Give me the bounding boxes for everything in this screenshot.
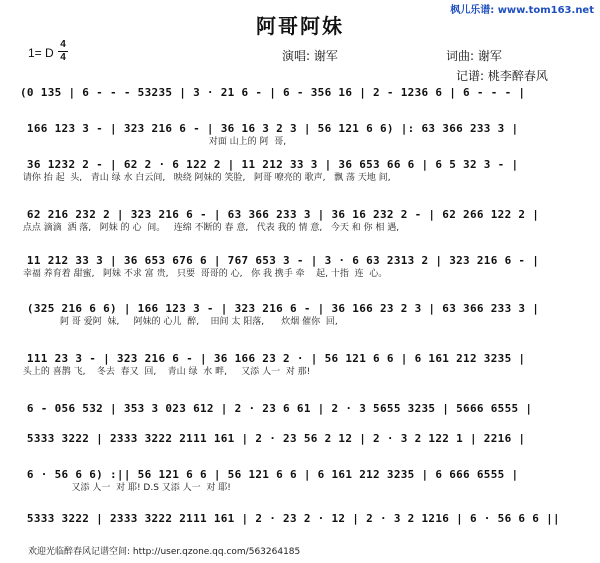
score-row xyxy=(20,352,592,378)
lyricist-credit: 词曲: 谢军 xyxy=(446,49,502,63)
lyrics-line xyxy=(20,100,592,112)
score-row xyxy=(20,468,592,494)
footer-link[interactable]: 欢迎光临醉春风记谱空间: http://user.qzone.qq.com/563264185 xyxy=(28,547,301,557)
score-row xyxy=(20,512,592,526)
notation-line: 6 · 56 6 6) :|| 56 121 6 6 | 56 121 6 6 | 6 161 212 3235 | 6 666 6555 | xyxy=(20,468,519,481)
score-row xyxy=(20,402,592,416)
notation-line: 111 23 3 - | 323 216 6 - | 36 166 23 2 · | 56 121 6 6 | 6 161 212 3235 | xyxy=(20,352,526,365)
lyrics-line: 点点 滴滴 洒 落, 阿妹 的 心 间。 连绵 不断的 春 意, 代表 我的 情 意, 今天 和 你 相 遇, xyxy=(20,223,400,233)
score-row xyxy=(20,158,592,184)
score-row xyxy=(20,122,592,148)
notation-line: 11 212 33 3 | 36 653 676 6 | 767 653 3 - | 3 · 6 63 2313 2 | 323 216 6 - | xyxy=(20,254,540,267)
notation-line: 5333 3222 | 2333 3222 2111 161 | 2 · 23 56 2 12 | 2 · 3 2 122 1 | 2216 | xyxy=(20,432,526,445)
song-title: 阿哥阿妹 xyxy=(256,14,344,38)
meter-top: 4 xyxy=(60,39,66,50)
notation-line: 5333 3222 | 2333 3222 2111 161 | 2 · 23 2 · 12 | 2 · 3 2 1216 | 6 · 56 6 6 || xyxy=(20,512,560,525)
notation-line: (0 135 | 6 - - - 53235 | 3 · 21 6 - | 6 - 356 16 | 2 - 1236 6 | 6 - - - | xyxy=(20,86,526,99)
notation-line: 6 - 056 532 | 353 3 023 612 | 2 · 23 6 61 | 2 · 3 5655 3235 | 5666 6555 | xyxy=(20,402,533,415)
time-signature xyxy=(58,40,68,63)
lyrics-line: 对面 山上的 阿 哥, xyxy=(20,137,287,147)
meter-bottom: 4 xyxy=(60,52,66,63)
notation-line: 62 216 232 2 | 323 216 6 - | 63 366 233 3 | 36 16 232 2 - | 62 266 122 2 | xyxy=(20,208,540,221)
lyrics-line: 阿 哥 爱阿 妹, 阿妹的 心儿 醉, 田间 太 阳落, 炊烟 催你 回, xyxy=(20,317,338,327)
notation-line: 36 1232 2 - | 62 2 · 6 122 2 | 11 212 33 3 | 36 653 66 6 | 6 5 32 3 - | xyxy=(20,158,519,171)
lyrics-line: 又添 人一 对 耶! D.S 又添 人一 对 耶! xyxy=(20,483,231,493)
score-row xyxy=(20,254,592,280)
score-row xyxy=(20,208,592,234)
score-row xyxy=(20,302,592,328)
site-watermark[interactable]: 枫儿乐谱: www.tom163.net xyxy=(450,5,594,16)
singer-credit: 演唱: 谢军 xyxy=(282,49,338,63)
score-row xyxy=(20,432,592,446)
key-signature: 1= D xyxy=(28,46,54,60)
lyrics-line: 头上的 喜鹊 飞, 冬去 春又 回, 青山 绿 水 畔, 又添 人一 对 那! xyxy=(20,367,311,377)
score-row xyxy=(20,86,592,112)
transcriber-credit: 记谱: 桃李醉春风 xyxy=(456,69,548,83)
lyrics-line: 请你 抬 起 头, 青山 绿 水 白云间, 映绕 阿妹的 笑脸, 阿哥 嘹亮的 歌声, 飘 荡 天地 间, xyxy=(20,173,391,183)
lyrics-line: 幸福 养育着 甜蜜, 阿妹 不求 富 贵, 只要 哥哥的 心, 你 我 携手 牵 起, 十指 连 心。 xyxy=(20,269,388,279)
notation-line: 166 123 3 - | 323 216 6 - | 36 16 3 2 3 | 56 121 6 6) |: 63 366 233 3 | xyxy=(20,122,519,135)
notation-line: (325 216 6 6) | 166 123 3 - | 323 216 6 - | 36 166 23 2 3 | 63 366 233 3 | xyxy=(20,302,540,315)
